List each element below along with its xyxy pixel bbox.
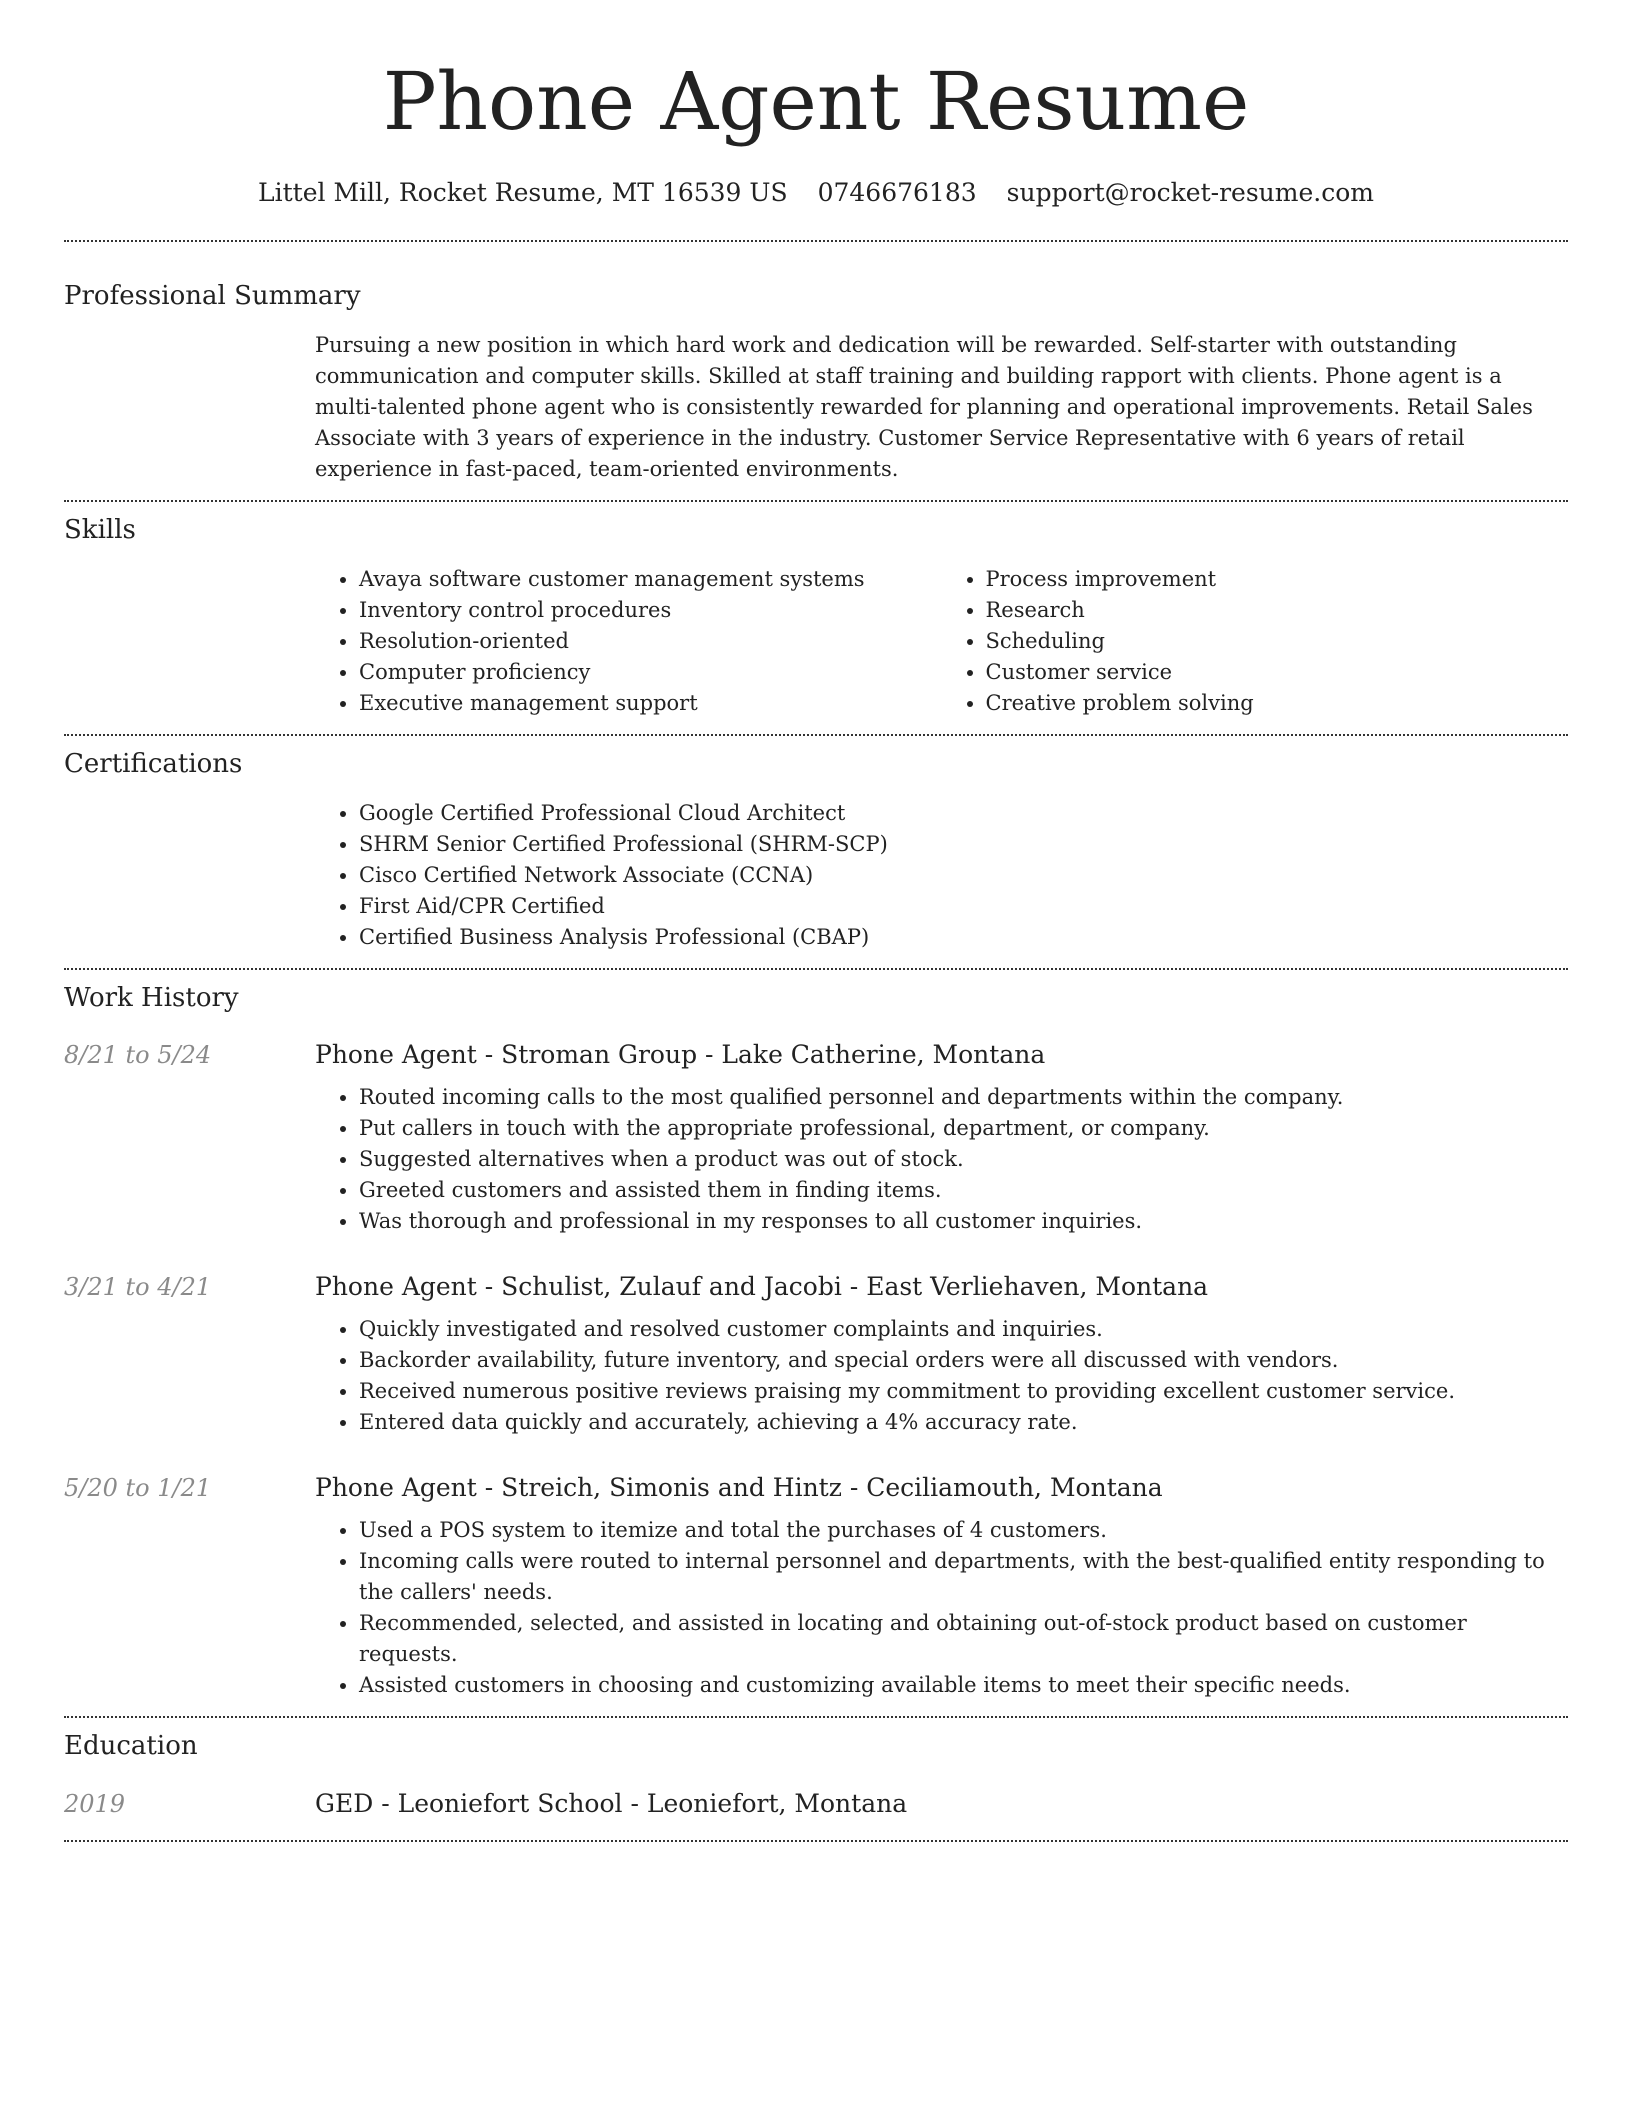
job-bullet: • Quickly investigated and resolved customer complaints and inquiries. <box>359 1314 1568 1345</box>
contact-email: support@rocket-resume.com <box>1006 178 1374 207</box>
work-history-section <box>64 970 1568 1701</box>
certification-item: • First Aid/CPR Certified <box>359 891 1568 922</box>
contact-phone: 0746676183 <box>817 178 977 207</box>
job-title: Phone Agent - Stroman Group - Lake Catherine, Montana <box>315 1040 1046 1069</box>
section-title-skills: Skills <box>64 515 136 545</box>
job-bullet: • Put callers in touch with the appropriate professional, department, or company. <box>359 1113 1568 1144</box>
certification-item: • Certified Business Analysis Professional (CBAP) <box>359 922 1568 953</box>
summary-section <box>64 242 1568 485</box>
skill-item: • Avaya software customer management systems <box>359 564 942 595</box>
job-entry <box>64 1039 1568 1237</box>
job-bullet: • Was thorough and professional in my responses to all customer inquiries. <box>359 1206 1568 1237</box>
job-bullet: • Recommended, selected, and assisted in locating and obtaining out-of-stock product based on customer requests. <box>359 1608 1568 1670</box>
certifications-section <box>64 736 1568 953</box>
skills-section <box>64 502 1568 719</box>
skill-item: • Creative problem solving <box>986 688 1569 719</box>
section-title-summary: Professional Summary <box>64 281 361 311</box>
certification-item: • Cisco Certified Network Associate (CCNA) <box>359 860 1568 891</box>
summary-text: Pursuing a new position in which hard work and dedication will be rewarded. Self-starter with outstanding communication and computer skills. Skilled at staff training and building rapport with clients. Phone agent is a multi-talented phone agent who is consistently rewarded for planning and operational improvements. Retail Sales Associate with 3 years of experience in the industry. Customer Service Representative with 6 years of retail experience in fast-paced, team-oriented environments. <box>315 333 1533 481</box>
job-bullet: • Incoming calls were routed to internal personnel and departments, with the best-qualified entity responding to the callers' needs. <box>359 1546 1568 1608</box>
resume-title: Phone Agent Resume <box>382 55 1250 148</box>
job-dates: 3/21 to 4/21 <box>64 1273 212 1301</box>
certification-item: • SHRM Senior Certified Professional (SHRM-SCP) <box>359 829 1568 860</box>
contact-line <box>64 178 1568 208</box>
skill-item: • Research <box>986 595 1569 626</box>
skill-item: • Executive management support <box>359 688 942 719</box>
divider <box>64 1840 1568 1842</box>
job-entry <box>64 1271 1568 1438</box>
skill-item: • Computer proficiency <box>359 657 942 688</box>
job-bullet: • Entered data quickly and accurately, achieving a 4% accuracy rate. <box>359 1407 1568 1438</box>
section-title-education: Education <box>64 1731 198 1761</box>
skill-item: • Inventory control procedures <box>359 595 942 626</box>
skill-item: • Resolution-oriented <box>359 626 942 657</box>
education-title: GED - Leoniefort School - Leoniefort, Montana <box>315 1789 908 1818</box>
education-entry <box>64 1788 1568 1820</box>
skill-item: • Customer service <box>986 657 1569 688</box>
job-bullet: • Assisted customers in choosing and customizing available items to meet their specific needs. <box>359 1670 1568 1701</box>
skill-item: • Process improvement <box>986 564 1569 595</box>
job-bullets <box>315 1082 1568 1237</box>
section-title-certifications: Certifications <box>64 749 243 779</box>
job-bullet: • Greeted customers and assisted them in finding items. <box>359 1175 1568 1206</box>
section-title-work-history: Work History <box>64 983 239 1013</box>
job-bullet: • Received numerous positive reviews praising my commitment to providing excellent customer service. <box>359 1376 1568 1407</box>
job-bullet: • Used a POS system to itemize and total the purchases of 4 customers. <box>359 1515 1568 1546</box>
skills-list-left <box>315 564 942 719</box>
skill-item: • Scheduling <box>986 626 1569 657</box>
job-bullet: • Suggested alternatives when a product was out of stock. <box>359 1144 1568 1175</box>
job-bullet: • Backorder availability, future inventory, and special orders were all discussed with vendors. <box>359 1345 1568 1376</box>
job-title: Phone Agent - Schulist, Zulauf and Jacobi - East Verliehaven, Montana <box>315 1272 1209 1301</box>
job-bullets <box>315 1515 1568 1701</box>
skills-list-right <box>942 564 1569 719</box>
contact-address: Littel Mill, Rocket Resume, MT 16539 US <box>258 178 788 207</box>
education-section <box>64 1718 1568 1820</box>
job-dates: 8/21 to 5/24 <box>64 1041 212 1069</box>
resume-header <box>64 0 1568 208</box>
resume-page <box>64 0 1568 1842</box>
certifications-list <box>315 798 1568 953</box>
job-bullet: • Routed incoming calls to the most qualified personnel and departments within the company. <box>359 1082 1568 1113</box>
job-entry <box>64 1472 1568 1701</box>
education-year: 2019 <box>64 1790 126 1818</box>
job-dates: 5/20 to 1/21 <box>64 1474 212 1502</box>
certification-item: • Google Certified Professional Cloud Architect <box>359 798 1568 829</box>
job-bullets <box>315 1314 1568 1438</box>
job-title: Phone Agent - Streich, Simonis and Hintz - Ceciliamouth, Montana <box>315 1473 1163 1502</box>
